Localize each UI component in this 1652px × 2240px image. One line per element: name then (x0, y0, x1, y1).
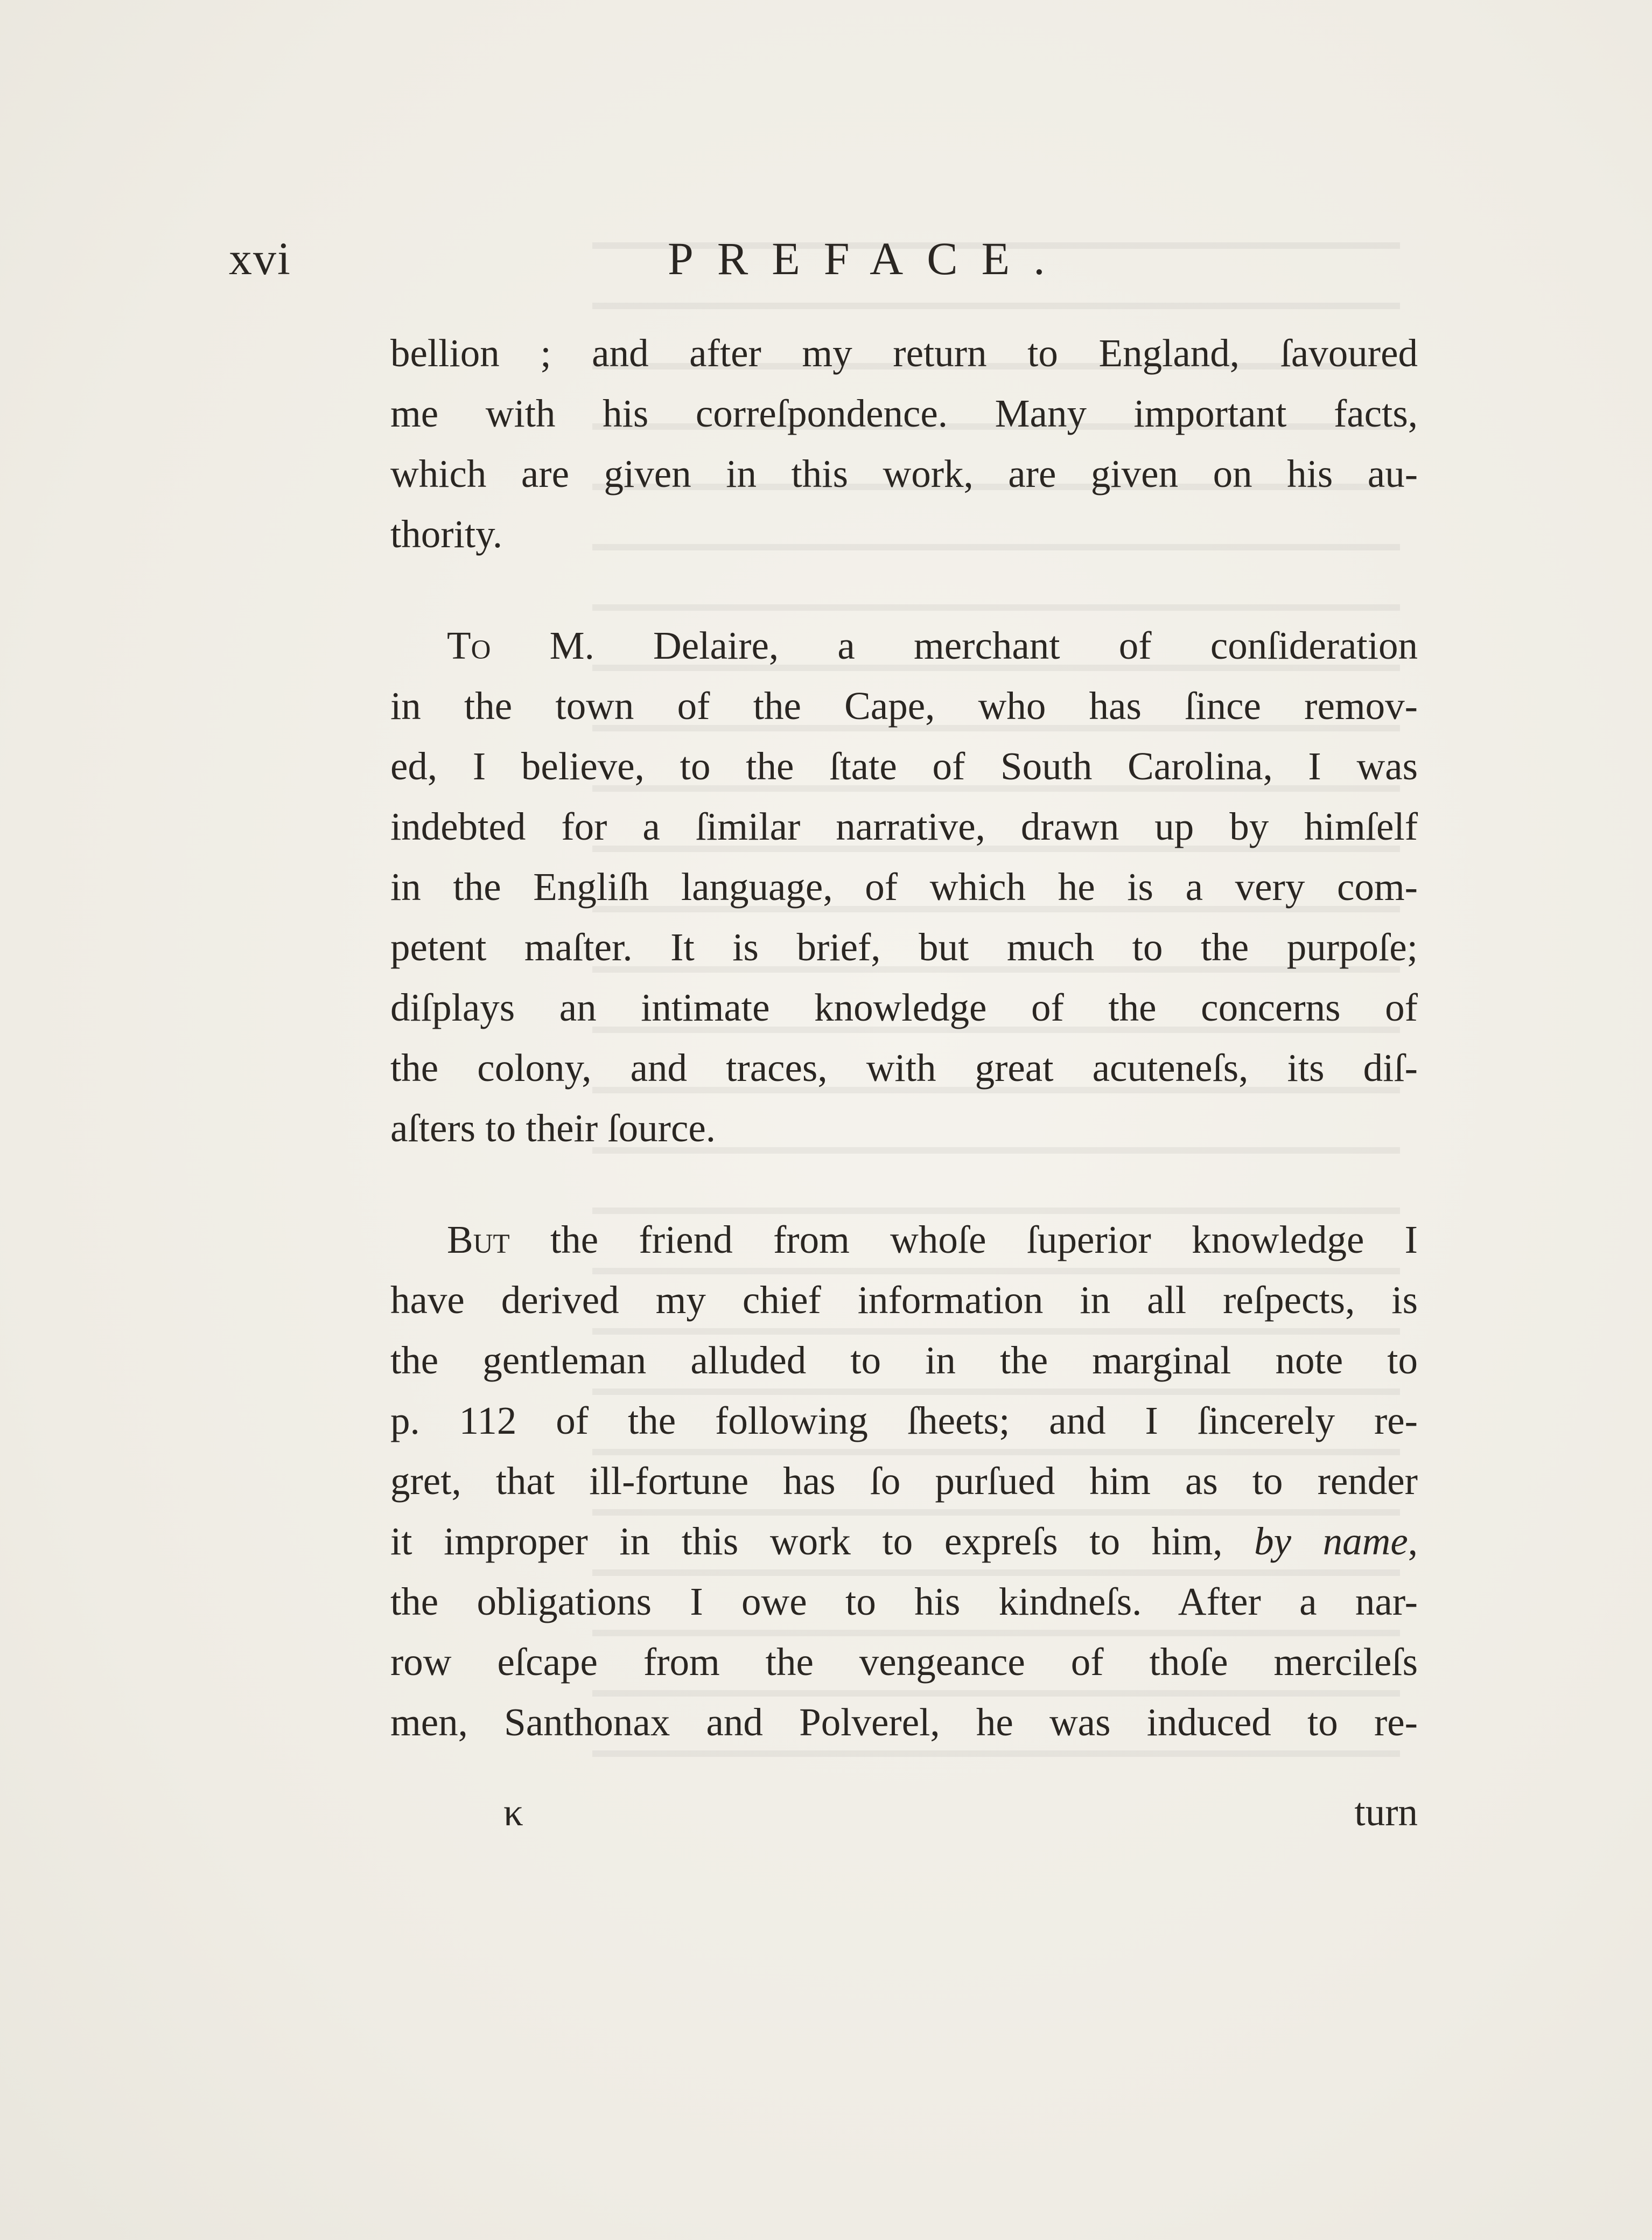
line-text: it improper in this work to expreſs to him, (390, 1519, 1255, 1563)
text-line: indebted for a ſimilar narrative, drawn up by himſelf (390, 805, 1418, 848)
text-line: men, Santhonax and Polverel, he was induced to re- (390, 1700, 1418, 1744)
text-line: in the Engliſh language, of which he is a very com- (390, 865, 1418, 909)
paragraph-3 (390, 1210, 1418, 1753)
paragraph-lead: To (447, 624, 491, 667)
page-header (0, 232, 1652, 291)
body-text (390, 323, 1418, 1753)
first-line-rest: the friend from whoſe ſuperior knowledge I (509, 1218, 1418, 1261)
paragraph-1 (390, 323, 1418, 564)
text-line: have derived my chief information in all reſpects, is (390, 1278, 1418, 1322)
text-line: aſters to their ſource. (390, 1106, 716, 1150)
first-line-rest: M. Delaire, a merchant of conſideration (491, 624, 1418, 667)
paragraph-2 (390, 616, 1418, 1159)
catchword: turn (1354, 1790, 1418, 1834)
text-line (390, 1511, 1418, 1572)
text-line: me with his correſpondence. Many important facts, (390, 392, 1418, 435)
text-line: the obligations I owe to his kindneſs. After a nar- (390, 1580, 1418, 1623)
text-line: which are given in this work, are given on his au- (390, 452, 1418, 496)
line-text: , (1408, 1519, 1418, 1563)
text-line: thority. (390, 512, 503, 556)
page-footer (390, 1783, 1418, 1842)
italic-emphasis: by name (1254, 1519, 1408, 1563)
text-line: gret, that ill-fortune has ſo purſued him as to render (390, 1459, 1418, 1503)
text-line: the colony, and traces, with great acuteneſs, its diſ- (390, 1046, 1418, 1090)
paragraph-lead: But (447, 1218, 510, 1261)
text-line: the gentleman alluded to in the marginal note to (390, 1338, 1418, 1382)
running-title: PREFACE. (668, 233, 1069, 284)
text-line (390, 1210, 1418, 1270)
text-line: petent maſter. It is brief, but much to the purpoſe; (390, 925, 1418, 969)
text-line: ed, I believe, to the ſtate of South Carolina, I was (390, 744, 1418, 788)
text-line: row eſcape from the vengeance of thoſe mercileſs (390, 1640, 1418, 1684)
text-line: diſplays an intimate knowledge of the concerns of (390, 986, 1418, 1029)
signature-mark: κ (503, 1790, 523, 1834)
text-line: in the town of the Cape, who has ſince remov- (390, 684, 1418, 728)
text-line: p. 112 of the following ſheets; and I ſincerely re- (390, 1399, 1418, 1442)
text-line: bellion ; and after my return to England, ſavoured (390, 331, 1418, 375)
text-line (390, 616, 1418, 676)
page-number: xvi (229, 233, 291, 284)
